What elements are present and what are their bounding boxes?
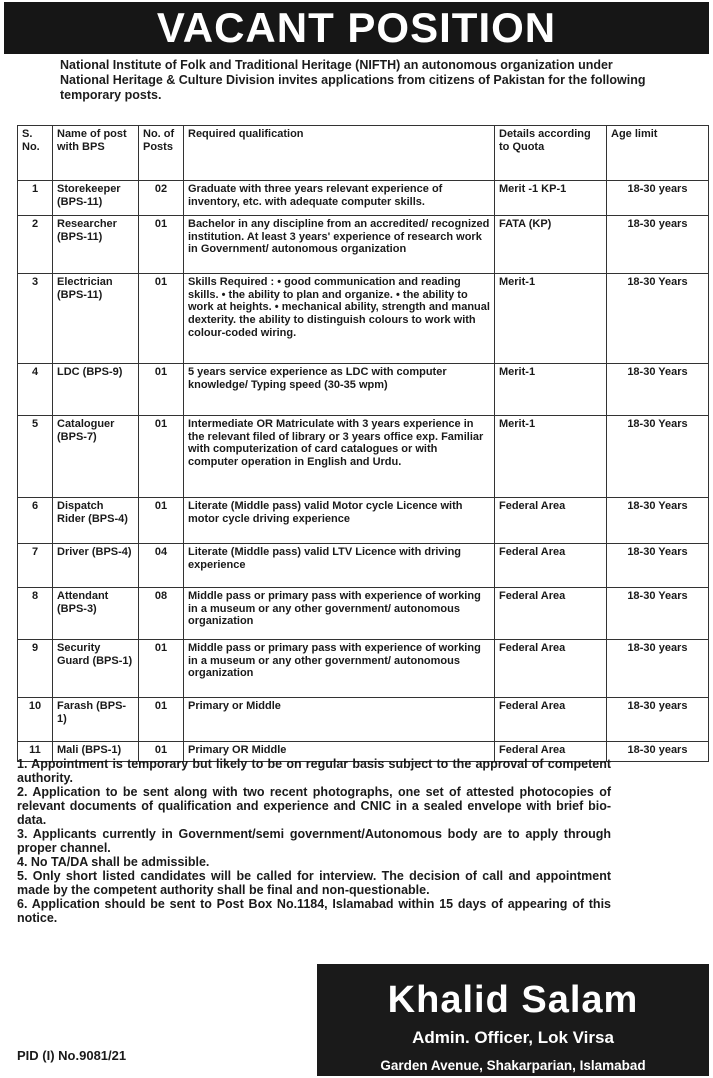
cell-quota: Merit-1 (495, 416, 607, 498)
cell-qualification: 5 years service experience as LDC with computer knowledge/ Typing speed (30-35 wpm) (184, 364, 495, 416)
pid-number: PID (I) No.9081/21 (17, 1048, 127, 1063)
cell-sno: 5 (18, 416, 53, 498)
cell-age: 18-30 Years (607, 544, 709, 588)
cell-count: 08 (139, 588, 184, 640)
cell-post: Electrician (BPS-11) (53, 274, 139, 364)
header-qualification: Required qualification (184, 126, 495, 181)
cell-sno: 3 (18, 274, 53, 364)
table-row (18, 698, 709, 742)
cell-sno: 9 (18, 640, 53, 698)
header-quota: Details according to Quota (495, 126, 607, 181)
signatory-name: Khalid Salam (387, 979, 639, 1021)
terms-list (17, 757, 611, 925)
cell-qualification: Middle pass or primary pass with experience of working in a museum or any other government/ autonomous organization (184, 640, 495, 698)
term-item: 6. Application should be sent to Post Box No.1184, Islamabad within 15 days of appearing of this notice. (17, 897, 611, 925)
cell-qualification: Literate (Middle pass) valid Motor cycle Licence with motor cycle driving experience (184, 498, 495, 544)
cell-sno: 7 (18, 544, 53, 588)
posts-table (17, 125, 709, 762)
page-title: VACANT POSITION (4, 2, 709, 54)
header-age: Age limit (607, 126, 709, 181)
cell-post: Dispatch Rider (BPS-4) (53, 498, 139, 544)
cell-age: 18-30 years (607, 742, 709, 762)
cell-post: Farash (BPS-1) (53, 698, 139, 742)
cell-quota: Federal Area (495, 498, 607, 544)
cell-count: 01 (139, 640, 184, 698)
cell-age: 18-30 Years (607, 588, 709, 640)
header-post: Name of post with BPS (53, 126, 139, 181)
cell-qualification: Bachelor in any discipline from an accredited/ recognized institution. At least 3 years' experience of research work in Government/ autonomous organization (184, 216, 495, 274)
header-count: No. of Posts (139, 126, 184, 181)
cell-count: 01 (139, 742, 184, 762)
header-sno: S. No. (18, 126, 53, 181)
signature-block (317, 964, 709, 1076)
term-item: 4. No TA/DA shall be admissible. (17, 855, 210, 869)
table-row (18, 274, 709, 364)
cell-quota: Federal Area (495, 544, 607, 588)
cell-post: Security Guard (BPS-1) (53, 640, 139, 698)
cell-post: LDC (BPS-9) (53, 364, 139, 416)
cell-age: 18-30 Years (607, 416, 709, 498)
cell-age: 18-30 Years (607, 498, 709, 544)
cell-count: 02 (139, 181, 184, 216)
cell-quota: Merit-1 (495, 274, 607, 364)
cell-quota: Federal Area (495, 640, 607, 698)
cell-age: 18-30 years (607, 640, 709, 698)
cell-quota: Merit-1 (495, 364, 607, 416)
cell-qualification: Primary OR Middle (184, 742, 495, 762)
table-header-row (18, 126, 709, 181)
cell-qualification: Intermediate OR Matriculate with 3 years experience in the relevant filed of library or 3 years office exp. Familiar with computerization of card catalogues or with computer operation in English and Urdu. (184, 416, 495, 498)
table-row (18, 588, 709, 640)
table-row (18, 364, 709, 416)
cell-count: 01 (139, 364, 184, 416)
cell-post: Driver (BPS-4) (53, 544, 139, 588)
cell-quota: Federal Area (495, 588, 607, 640)
cell-quota: Federal Area (495, 742, 607, 762)
table-row (18, 181, 709, 216)
cell-post: Storekeeper (BPS-11) (53, 181, 139, 216)
term-item: 2. Application to be sent along with two recent photographs, one set of attested photocopies of relevant documents of qualification and experience and CNIC in a sealed envelope with brief bio-data. (17, 785, 611, 827)
cell-sno: 10 (18, 698, 53, 742)
table-row (18, 498, 709, 544)
cell-age: 18-30 Years (607, 274, 709, 364)
cell-count: 01 (139, 416, 184, 498)
signatory-title: Admin. Officer, Lok Virsa (412, 1028, 614, 1047)
cell-age: 18-30 years (607, 698, 709, 742)
intro-paragraph: National Institute of Folk and Traditional Heritage (NIFTH) an autonomous organization under National Heritage & Culture Division invites applications from citizens of Pakistan for the following temporary posts. (60, 58, 646, 102)
cell-sno: 8 (18, 588, 53, 640)
cell-age: 18-30 years (607, 181, 709, 216)
cell-post: Attendant (BPS-3) (53, 588, 139, 640)
cell-sno: 4 (18, 364, 53, 416)
table-row (18, 544, 709, 588)
cell-count: 01 (139, 698, 184, 742)
cell-count: 01 (139, 274, 184, 364)
cell-sno: 11 (18, 742, 53, 762)
cell-quota: Merit -1 KP-1 (495, 181, 607, 216)
term-item: 3. Applicants currently in Government/semi government/Autonomous body are to apply through proper channel. (17, 827, 611, 855)
cell-count: 01 (139, 216, 184, 274)
cell-qualification: Graduate with three years relevant experience of inventory, etc. with adequate computer skills. (184, 181, 495, 216)
cell-quota: FATA (KP) (495, 216, 607, 274)
cell-post: Mali (BPS-1) (53, 742, 139, 762)
table-row (18, 416, 709, 498)
cell-sno: 2 (18, 216, 53, 274)
cell-qualification: Primary or Middle (184, 698, 495, 742)
signatory-address: Garden Avenue, Shakarparian, Islamabad (380, 1058, 646, 1073)
term-item: 1. Appointment is temporary but likely to be on regular basis subject to the approval of competent authority. (17, 757, 611, 785)
cell-qualification: Middle pass or primary pass with experience of working in a museum or any other government/ autonomous organization (184, 588, 495, 640)
cell-age: 18-30 Years (607, 364, 709, 416)
cell-post: Cataloguer (BPS-7) (53, 416, 139, 498)
cell-qualification: Literate (Middle pass) valid LTV Licence with driving experience (184, 544, 495, 588)
cell-count: 01 (139, 498, 184, 544)
cell-sno: 6 (18, 498, 53, 544)
cell-age: 18-30 years (607, 216, 709, 274)
table-row (18, 640, 709, 698)
cell-quota: Federal Area (495, 698, 607, 742)
term-item: 5. Only short listed candidates will be called for interview. The decision of call and appointment made by the competent authority shall be final and non-questionable. (17, 869, 611, 897)
cell-qualification: Skills Required : • good communication and reading skills. • the ability to plan and organize. • the ability to work at heights. • mechanical ability, strength and manual dexterity. the ability to distinguish colours to work with colour-coded wiring. (184, 274, 495, 364)
cell-sno: 1 (18, 181, 53, 216)
cell-count: 04 (139, 544, 184, 588)
table-row (18, 216, 709, 274)
cell-post: Researcher (BPS-11) (53, 216, 139, 274)
